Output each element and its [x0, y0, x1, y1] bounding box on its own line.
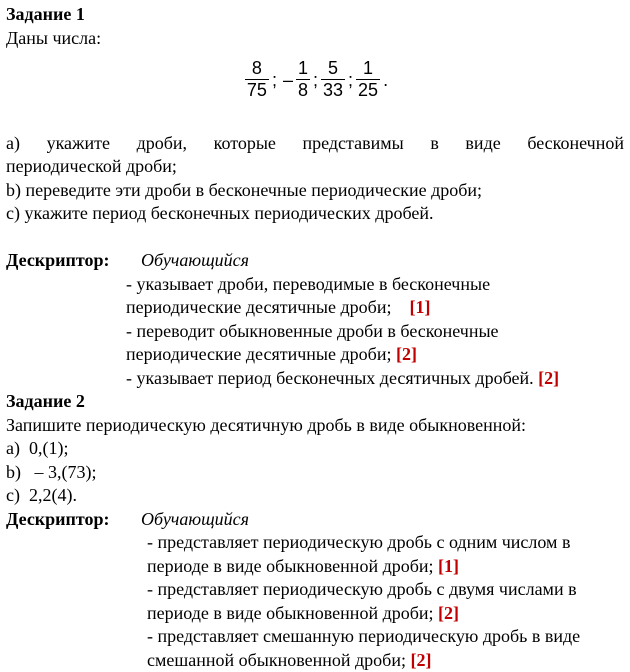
- task2-descriptor-item3-text: смешанной обыкновенной дроби;: [147, 650, 406, 670]
- task1-descriptor-who: Обучающийся: [141, 249, 249, 273]
- fraction-3-separator: ;: [348, 69, 353, 93]
- fraction-1: [245, 58, 269, 101]
- fraction-2: [296, 58, 310, 101]
- task1-descriptor-item2-mark: [2]: [396, 344, 417, 364]
- task1-descriptor-header: [6, 249, 624, 273]
- fraction-1-separator: ;: [272, 69, 277, 93]
- task1-part-a: a) укажите дроби, которые представимы в виде бесконечной: [6, 132, 624, 156]
- task2-answer-b-label: b): [6, 462, 21, 482]
- fraction-4-separator: .: [383, 69, 388, 93]
- task2-descriptor-item1: - представляет периодическую дробь с одним числом в: [6, 531, 624, 555]
- task1-descriptor-item2-text: периодические десятичные дроби;: [126, 344, 391, 364]
- task2-answer-c: [6, 484, 624, 508]
- task2-descriptor-item3-cont: [6, 649, 624, 672]
- task2-descriptor-item2: - представляет периодическую дробь с двумя числами в: [6, 578, 624, 602]
- fraction-list: [12, 50, 624, 108]
- task2-descriptor-item3: - представляет смешанную периодическую дробь в виде: [6, 625, 624, 649]
- task1-descriptor-item1-mark: [1]: [409, 297, 430, 317]
- fraction-1-denominator: 75: [245, 80, 269, 101]
- task1-title: Задание 1: [6, 3, 624, 27]
- task1-intro: Даны числа:: [6, 27, 624, 51]
- task2-answer-a-value: 0,(1);: [29, 438, 69, 458]
- fraction-1-numerator: 8: [250, 58, 264, 79]
- task2-descriptor-item3-mark: [2]: [410, 650, 431, 670]
- task2-descriptor-who: Обучающийся: [141, 508, 249, 532]
- fraction-2-sign: –: [283, 69, 293, 93]
- fraction-3-numerator: 5: [326, 58, 340, 79]
- task2-descriptor-item2-cont: [6, 602, 624, 626]
- task2-answer-c-label: c): [6, 485, 20, 505]
- task1-descriptor-item2-cont: [6, 343, 624, 367]
- task1-descriptor-label: Дескриптор:: [6, 249, 141, 273]
- task2-descriptor-item1-cont: [6, 555, 624, 579]
- task2-title: Задание 2: [6, 390, 624, 414]
- fraction-2-numerator: 1: [296, 58, 310, 79]
- task1-descriptor-item1-text: периодические десятичные дроби;: [126, 297, 391, 317]
- task2-descriptor-item1-text: периоде в виде обыкновенной дроби;: [147, 556, 434, 576]
- task2-descriptor-item2-mark: [2]: [438, 603, 459, 623]
- fraction-3-denominator: 33: [321, 80, 345, 101]
- task1-part-a-cont: периодической дроби;: [6, 155, 624, 179]
- fraction-4-numerator: 1: [361, 58, 375, 79]
- task1-descriptor-item3-text: - указывает период бесконечных десятичных дробей.: [126, 368, 534, 388]
- task2-answer-b: [6, 461, 624, 485]
- fraction-3: [321, 58, 345, 101]
- task2-answer-b-value: – 3,(73);: [35, 462, 97, 482]
- task2-answers: [6, 437, 624, 508]
- task2-answer-a: [6, 437, 624, 461]
- task2-descriptor-header: [6, 508, 624, 532]
- task1-descriptor-item1-cont: [6, 296, 624, 320]
- task2-answer-c-value: 2,2(4).: [29, 485, 77, 505]
- fraction-2-denominator: 8: [296, 80, 310, 101]
- task1-descriptor-item3-mark: [2]: [538, 368, 559, 388]
- fraction-2-separator: ;: [313, 69, 318, 93]
- task2-descriptor-item1-mark: [1]: [438, 556, 459, 576]
- task1-part-c: c) укажите период бесконечных периодических дробей.: [6, 202, 624, 226]
- task1-descriptor-item2: - переводит обыкновенные дроби в бесконечные: [6, 320, 624, 344]
- fraction-4-denominator: 25: [356, 80, 380, 101]
- task1-descriptor-item3: [6, 367, 624, 391]
- task2-intro: Запишите периодическую десятичную дробь в виде обыкновенной:: [6, 414, 624, 438]
- task2-descriptor-item2-text: периоде в виде обыкновенной дроби;: [147, 603, 434, 623]
- fraction-4: [356, 58, 380, 101]
- task1-part-b: b) переведите эти дроби в бесконечные периодические дроби;: [6, 179, 624, 203]
- task1-descriptor-item1: - указывает дроби, переводимые в бесконечные: [6, 273, 624, 297]
- task2-descriptor-label: Дескриптор:: [6, 508, 141, 532]
- task2-answer-a-label: a): [6, 438, 20, 458]
